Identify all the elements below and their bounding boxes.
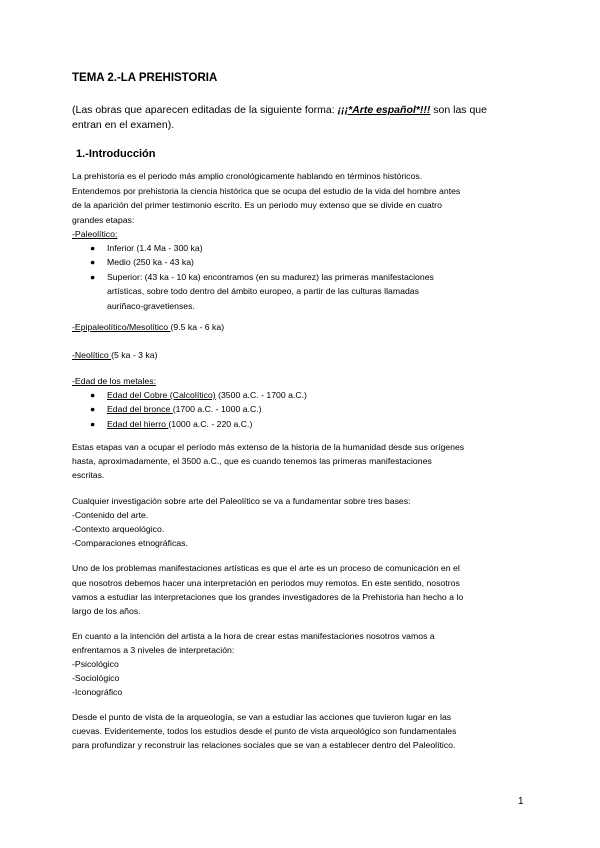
bullet-icon: ●	[90, 404, 96, 415]
metales-label: -Edad de los metales:	[72, 376, 157, 386]
metal-age-range: (1700 a.C. - 1000 a.C.)	[172, 404, 262, 415]
para3-line: -Comparaciones etnográficas.	[72, 538, 188, 548]
list-item	[87, 417, 307, 431]
intro-note	[72, 103, 487, 133]
para1-line: grandes etapas:	[72, 215, 135, 225]
bullet-icon: ●	[90, 390, 96, 400]
para6-line: cuevas. Evidentemente, todos los estudios desde el punto de vista arqueológico son fundamentales	[72, 726, 457, 736]
list-item	[87, 388, 307, 402]
intro-line-1	[72, 103, 487, 118]
list-item	[87, 255, 434, 269]
page-number: 1	[518, 796, 524, 807]
section-heading: 1.-Introducción	[76, 148, 156, 160]
page-title: TEMA 2.-LA PREHISTORIA	[72, 72, 218, 84]
intro-text: (Las obras que aparecen editadas de la siguiente forma:	[72, 104, 338, 116]
para2-line: escritas.	[72, 470, 105, 480]
paleolitico-label: -Paleolítico:	[72, 229, 118, 239]
para4-line: que nosotros debemos hacer una interpretación en periodos muy remotos. En este sentido, nosotros	[72, 578, 460, 588]
bullet-icon: ●	[90, 257, 96, 268]
intro-text-after: son las que	[430, 104, 487, 116]
epipaleolitico-label: -Epipaleolítico/Mesolítico	[72, 322, 171, 332]
para2-line: Estas etapas van a ocupar el período más extenso de la historia de la humanidad desde sus orígenes	[72, 442, 465, 452]
para1-line: Entendemos por prehistoria la ciencia histórica que se ocupa del estudio de la vida del hombre antes	[72, 186, 461, 196]
para1-line: de la aparición del primer testimonio escrito. Es un periodo muy extenso que se divide en cuatro	[72, 200, 442, 210]
list-item	[87, 270, 434, 313]
para3-line: -Contenido del arte.	[72, 510, 149, 520]
para4-line: Uno de los problemas manifestaciones artísticas es que el arte es un proceso de comunicación en el	[72, 563, 460, 573]
para6-line: para profundizar y reconstruir las relaciones sociales que se van a establecer dentro del Paleolítico.	[72, 740, 456, 750]
list-item	[87, 241, 434, 255]
para5-line: -Sociológico	[72, 673, 120, 683]
bullet-icon: ●	[90, 271, 96, 282]
paleolitico-list	[87, 241, 434, 313]
epipaleolitico-line	[72, 322, 224, 332]
list-item-text: Medio (250 ka - 43 ka)	[107, 257, 194, 268]
intro-styled-sample: ¡¡¡*Arte español*!!!	[337, 104, 431, 116]
metal-age-name: Edad del bronce	[107, 404, 173, 415]
para5-line: En cuanto a la intención del artista a la hora de crear estas manifestaciones nosotros vamos a	[72, 631, 435, 641]
list-item-text: auriñaco-gravetienses.	[107, 300, 195, 311]
intro-line-2: entran en el examen).	[72, 119, 175, 131]
list-item-text: Superior: (43 ka - 10 ka) encontramos (en su madurez) las primeras manifestaciones	[107, 271, 434, 282]
bullet-icon: ●	[90, 418, 96, 429]
metal-age-name: Edad del hierro	[107, 418, 169, 429]
metal-age-name: Edad del Cobre (Calcolítico)	[107, 390, 216, 400]
para1-line: La prehistoria es el periodo más amplio cronológicamente hablando en términos históricos.	[72, 171, 423, 181]
para4-line: largo de los años.	[72, 606, 141, 616]
para3-line: -Contexto arqueológico.	[72, 524, 165, 534]
para4-line: vamos a estudiar las interpretaciones que los grandes investigadores de la Prehistoria han hecho a lo	[72, 592, 464, 602]
list-item	[87, 402, 307, 416]
para2-line: hasta, aproximadamente, el 3500 a.C., que es cuando tenemos las primeras manifestaciones	[72, 456, 432, 466]
para6-line: Desde el punto de vista de la arqueología, se van a estudiar las acciones que tuvieron lugar en las	[72, 712, 452, 722]
metales-list	[87, 388, 307, 431]
list-item-text: Inferior (1.4 Ma - 300 ka)	[107, 243, 203, 253]
metal-age-range: (3500 a.C. - 1700 a.C.)	[215, 390, 307, 400]
para5-line: -Psicológico	[72, 659, 119, 669]
neolitico-range: (5 ka - 3 ka)	[111, 350, 158, 360]
para5-line: -Iconográfico	[72, 687, 123, 697]
neolitico-line	[72, 350, 157, 360]
metal-age-range: (1000 a.C. - 220 a.C.)	[168, 418, 253, 429]
para5-line: enfrentarnos a 3 niveles de interpretación:	[72, 645, 235, 655]
para3-line: Cualquier investigación sobre arte del Paleolítico se va a fundamentar sobre tres bases:	[72, 496, 411, 506]
list-item-text: artísticas, sobre todo dentro del ámbito europeo, a partir de las culturas llamadas	[107, 286, 419, 297]
epipaleolitico-range: (9.5 ka - 6 ka)	[170, 322, 225, 332]
neolitico-label: -Neolítico	[72, 350, 112, 360]
bullet-icon: ●	[90, 243, 96, 253]
